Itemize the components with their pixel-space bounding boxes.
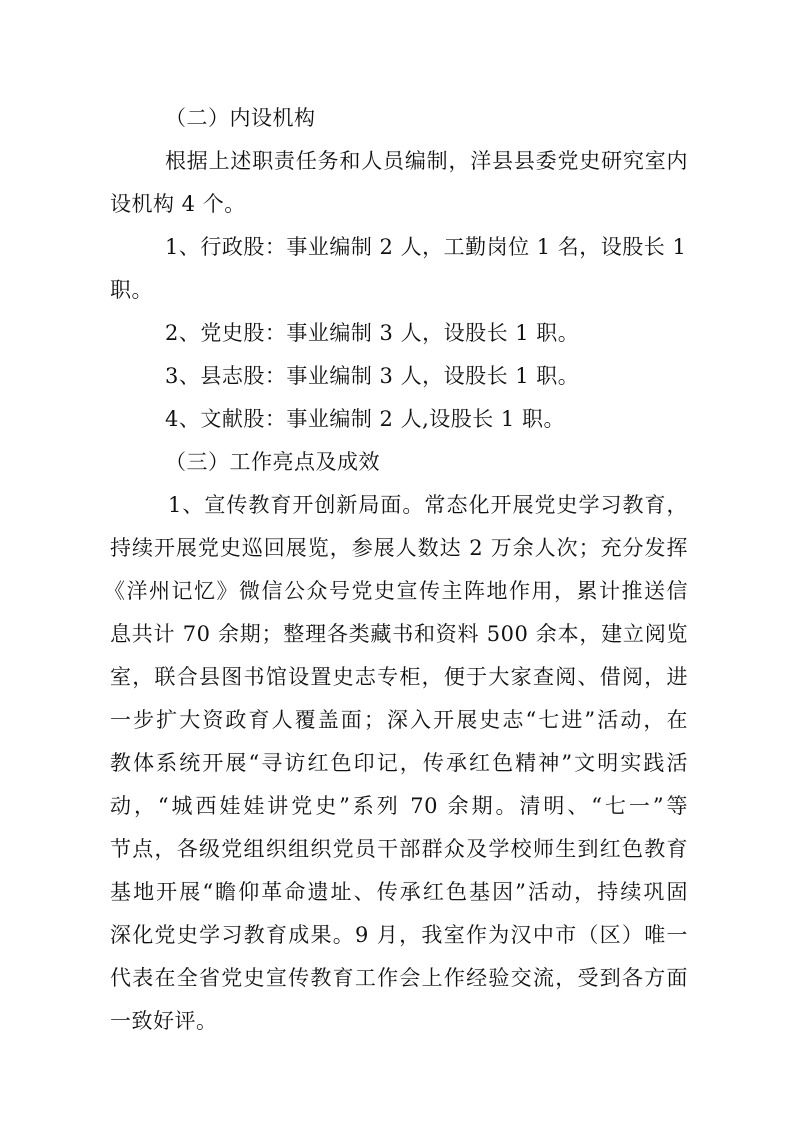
paragraph-line: 基地开展“瞻仰革命遗址、传承红色基因”活动，持续巩固 xyxy=(110,880,688,904)
paragraph-line: 一步扩大资政育人覆盖面；深入开展史志“七进”活动，在 xyxy=(110,708,688,732)
list-item-admin-cont: 职。 xyxy=(110,278,153,302)
paragraph-line: 1、宣传教育开创新局面。常态化开展党史学习教育， xyxy=(168,493,688,517)
section-heading-internal-structure: （二）内设机构 xyxy=(165,106,316,130)
list-item-documents: 4、文献股：事业编制 2 人,设股长 1 职。 xyxy=(165,407,565,431)
paragraph-line: 教体系统开展“寻访红色印记，传承红色精神”文明实践活 xyxy=(110,751,688,775)
section-heading-highlights: （三）工作亮点及成效 xyxy=(165,450,380,474)
list-item-party-history: 2、党史股：事业编制 3 人，设股长 1 职。 xyxy=(165,321,580,345)
list-item-county-annals: 3、县志股：事业编制 3 人，设股长 1 职。 xyxy=(165,364,580,388)
list-item-admin: 1、行政股：事业编制 2 人，工勤岗位 1 名，设股长 1 xyxy=(165,235,687,259)
paragraph-line: 设机构 4 个。 xyxy=(110,192,246,216)
paragraph-line: 室，联合县图书馆设置史志专柜，便于大家查阅、借阅，进 xyxy=(110,665,688,689)
paragraph-line: 息共计 70 余期；整理各类藏书和资料 500 余本，建立阅览 xyxy=(110,622,688,646)
paragraph-line: 动，“城西娃娃讲党史”系列 70 余期。清明、“七一”等 xyxy=(110,794,688,818)
paragraph-line: 根据上述职责任务和人员编制，洋县县委党史研究室内 xyxy=(165,149,688,173)
paragraph-line: 节点，各级党组织组织党员干部群众及学校师生到红色教育 xyxy=(110,837,688,861)
paragraph-line: 深化党史学习教育成果。9 月，我室作为汉中市（区）唯一 xyxy=(110,923,688,947)
paragraph-line: 持续开展党史巡回展览，参展人数达 2 万余人次；充分发挥 xyxy=(110,536,688,560)
paragraph-line: 代表在全省党史宣传教育工作会上作经验交流，受到各方面 xyxy=(110,966,688,990)
paragraph-line: 一致好评。 xyxy=(110,1009,218,1033)
paragraph-line: 《洋州记忆》微信公众号党史宣传主阵地作用，累计推送信 xyxy=(104,579,688,603)
